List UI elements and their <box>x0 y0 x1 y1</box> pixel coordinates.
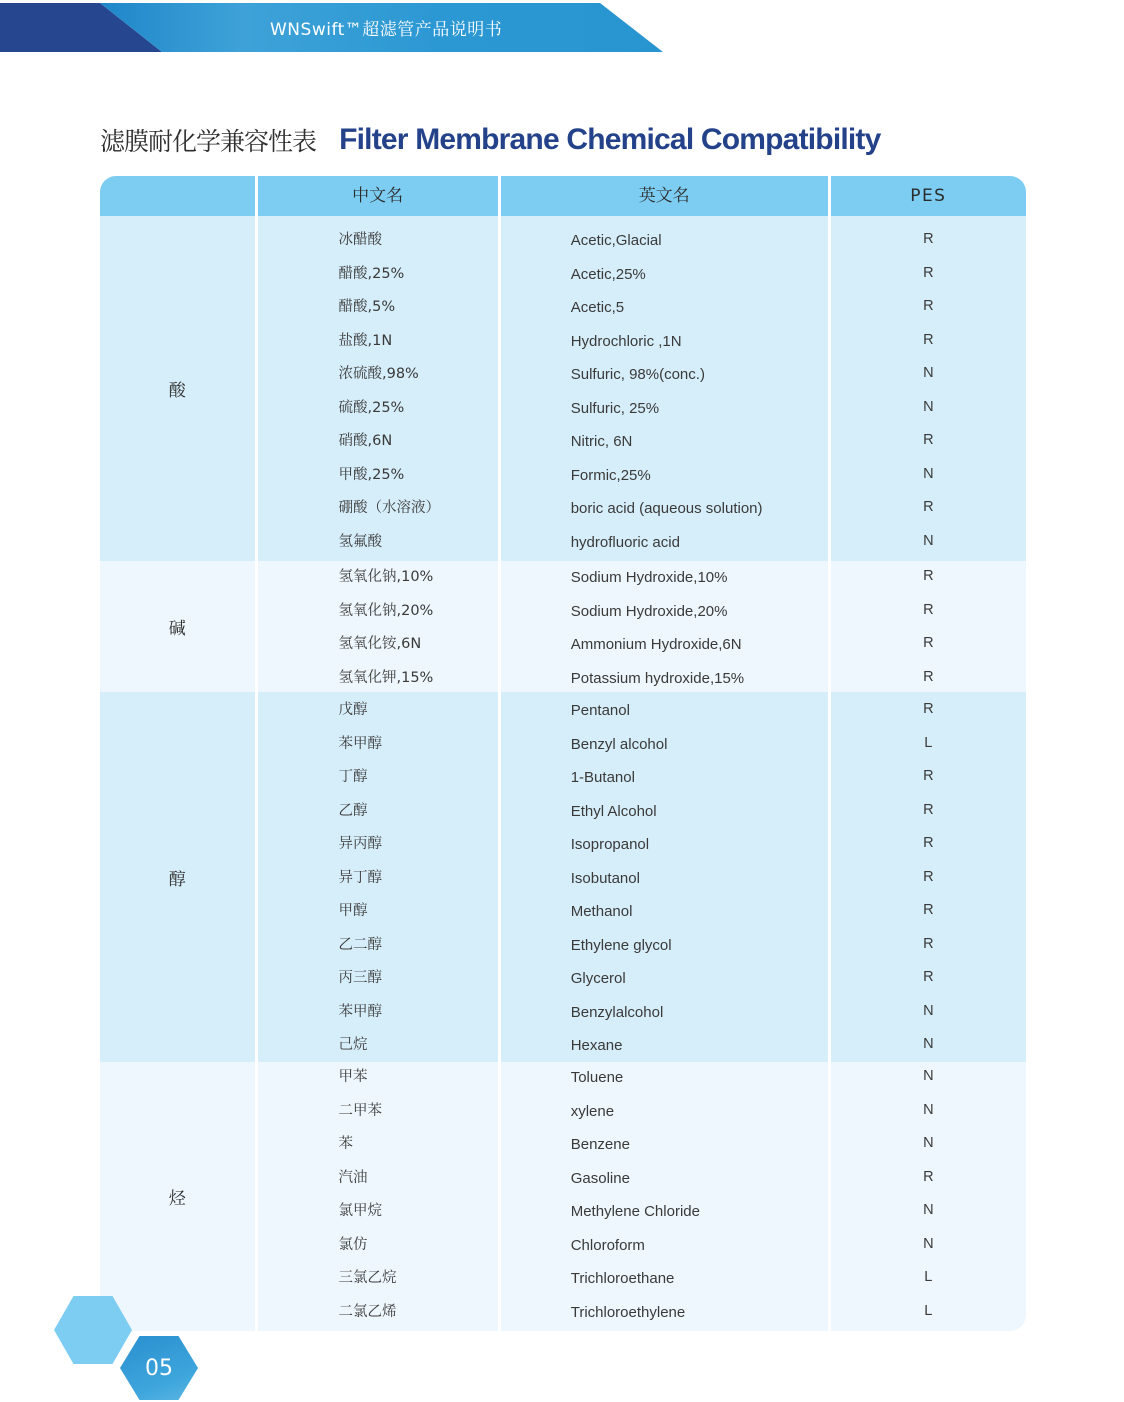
pes-cell: N <box>923 1135 934 1151</box>
pes-cell: R <box>923 902 934 918</box>
cn-cell: 三氯乙烷 <box>338 1270 397 1286</box>
cn-cell: 醋酸,5% <box>338 299 396 315</box>
pes-cell: R <box>923 635 934 651</box>
cn-cell: 醋酸,25% <box>338 265 405 282</box>
chinese-name-column <box>258 561 498 692</box>
pes-cell: R <box>923 969 934 985</box>
cn-cell: 戊醇 <box>338 702 368 718</box>
en-cell: Benzene <box>570 1136 630 1153</box>
english-name-column <box>501 1062 828 1331</box>
pes-cell: L <box>924 1302 933 1319</box>
pes-cell: N <box>923 1202 934 1218</box>
heading-chinese: 滤膜耐化学兼容性表 <box>100 127 317 156</box>
cn-cell: 氢氧化铵,6N <box>338 636 422 652</box>
group-acids <box>100 216 1026 561</box>
pes-cell: R <box>923 1168 934 1185</box>
cn-cell: 硫酸,25% <box>338 399 405 416</box>
cn-cell: 异丁醇 <box>338 869 382 886</box>
cn-cell: 氢氧化钠,20% <box>338 602 434 619</box>
cn-cell: 浓硫酸,98% <box>338 366 419 382</box>
chinese-name-column <box>258 1062 498 1331</box>
en-cell: Sulfuric, 25% <box>570 399 660 417</box>
cn-cell: 氢氧化钾,15% <box>338 669 434 686</box>
category-cell: 烃 <box>100 1062 255 1331</box>
en-cell: Gasoline <box>570 1169 630 1187</box>
heading-english: Filter Membrane Chemical Compatibility <box>339 123 881 156</box>
pes-cell: N <box>923 1036 934 1052</box>
en-cell: Ethylene glycol <box>570 936 672 954</box>
en-cell: Isobutanol <box>570 869 640 887</box>
en-cell: Methylene Chloride <box>570 1203 700 1220</box>
cn-cell: 二氯乙烯 <box>338 1303 397 1320</box>
en-cell: Hydrochloric ,1N <box>570 332 682 350</box>
pes-column <box>831 1062 1026 1331</box>
page-number: 05 <box>145 1356 173 1381</box>
en-cell: xylene <box>570 1102 615 1120</box>
cn-cell: 盐酸,1N <box>338 332 393 349</box>
table-header <box>100 176 1026 216</box>
chinese-name-column <box>258 216 498 561</box>
category-cell: 酸 <box>100 216 255 561</box>
pes-cell: N <box>923 465 934 482</box>
pes-cell: R <box>923 935 934 952</box>
category-cell: 碱 <box>100 561 255 692</box>
cn-cell: 乙醇 <box>338 802 368 819</box>
cn-cell: 氯仿 <box>338 1236 368 1253</box>
pes-cell: R <box>923 701 934 717</box>
cn-cell: 丁醇 <box>338 769 368 785</box>
cn-cell: 硝酸,6N <box>338 433 393 449</box>
header-pes: PES <box>831 176 1026 216</box>
chinese-name-column <box>258 692 498 1062</box>
cn-cell: 氢氟酸 <box>338 533 382 550</box>
pes-cell: N <box>923 532 934 549</box>
pes-cell: R <box>923 231 934 247</box>
pes-cell: R <box>923 264 934 281</box>
cn-cell: 丙三醇 <box>338 970 382 986</box>
en-cell: Ethyl Alcohol <box>570 802 657 820</box>
pes-cell: L <box>924 734 933 751</box>
pes-cell: R <box>923 668 934 685</box>
pes-cell: L <box>924 1269 933 1285</box>
pes-cell: N <box>923 365 934 381</box>
pes-cell: R <box>923 768 934 784</box>
header-chinese-name: 中文名 <box>258 176 498 216</box>
compatibility-table <box>100 176 1026 1331</box>
pes-column <box>831 692 1026 1062</box>
pes-cell: N <box>923 1002 934 1019</box>
en-cell: Potassium hydroxide,15% <box>570 669 745 687</box>
cn-cell: 异丙醇 <box>338 836 382 852</box>
en-cell: Toluene <box>570 1069 624 1086</box>
en-cell: Ammonium Hydroxide,6N <box>570 636 742 653</box>
header-banner <box>0 0 700 52</box>
english-name-column <box>501 561 828 692</box>
en-cell: hydrofluoric acid <box>570 533 680 551</box>
en-cell: 1-Butanol <box>570 769 635 786</box>
cn-cell: 氯甲烷 <box>338 1203 382 1219</box>
en-cell: Formic,25% <box>570 466 651 484</box>
header-english-name: 英文名 <box>501 176 828 216</box>
pes-cell: R <box>923 601 934 618</box>
cn-cell: 乙二醇 <box>338 936 382 953</box>
en-cell: Sulfuric, 98%(conc.) <box>570 366 705 383</box>
en-cell: Acetic,Glacial <box>570 232 662 249</box>
group-hydrocarbons <box>100 1062 1026 1331</box>
cn-cell: 苯甲醇 <box>338 1003 382 1020</box>
en-cell: Acetic,25% <box>570 265 646 283</box>
pes-cell: R <box>923 835 934 851</box>
cn-cell: 甲苯 <box>338 1069 368 1085</box>
en-cell: Isopropanol <box>570 836 650 853</box>
pes-cell: R <box>923 868 934 885</box>
cn-cell: 己烷 <box>338 1037 368 1053</box>
en-cell: Methanol <box>570 903 633 920</box>
cn-cell: 甲酸,25% <box>338 466 405 483</box>
pes-cell: R <box>923 568 934 584</box>
pes-cell: N <box>923 1068 934 1084</box>
pes-cell: R <box>923 331 934 348</box>
en-cell: Benzyl alcohol <box>570 735 668 753</box>
en-cell: Sodium Hydroxide,20% <box>570 602 728 620</box>
pes-cell: N <box>923 1101 934 1118</box>
en-cell: Nitric, 6N <box>570 433 633 450</box>
en-cell: Trichloroethane <box>570 1270 675 1287</box>
pes-cell: R <box>923 432 934 448</box>
cn-cell: 苯甲醇 <box>338 735 382 752</box>
cn-cell: 二甲苯 <box>338 1102 382 1119</box>
cn-cell: 汽油 <box>338 1169 368 1186</box>
pes-cell: N <box>923 1235 934 1252</box>
pes-cell: R <box>923 298 934 314</box>
group-alcohols <box>100 692 1026 1062</box>
en-cell: Trichloroethylene <box>570 1303 686 1321</box>
cn-cell: 苯 <box>338 1136 353 1152</box>
english-name-column <box>501 692 828 1062</box>
pes-cell: N <box>923 398 934 415</box>
page-heading <box>100 122 881 158</box>
en-cell: Pentanol <box>570 702 630 719</box>
en-cell: boric acid (aqueous solution) <box>570 500 763 517</box>
pes-cell: R <box>923 801 934 818</box>
pes-column <box>831 561 1026 692</box>
en-cell: Benzylalcohol <box>570 1003 664 1021</box>
pes-column <box>831 216 1026 561</box>
english-name-column <box>501 216 828 561</box>
pes-cell: R <box>923 499 934 515</box>
header-category <box>100 176 255 216</box>
en-cell: Acetic,5 <box>570 299 625 316</box>
en-cell: Glycerol <box>570 970 626 987</box>
cn-cell: 硼酸（水溶液） <box>338 500 440 516</box>
en-cell: Chloroform <box>570 1236 645 1254</box>
cn-cell: 冰醋酸 <box>338 232 382 248</box>
group-bases <box>100 561 1026 692</box>
cn-cell: 甲醇 <box>338 903 368 919</box>
category-cell: 醇 <box>100 692 255 1062</box>
en-cell: Hexane <box>570 1037 623 1054</box>
en-cell: Sodium Hydroxide,10% <box>570 569 728 586</box>
cn-cell: 氢氧化钠,10% <box>338 569 434 585</box>
document-title: WNSwift™超滤管产品说明书 <box>270 20 503 40</box>
